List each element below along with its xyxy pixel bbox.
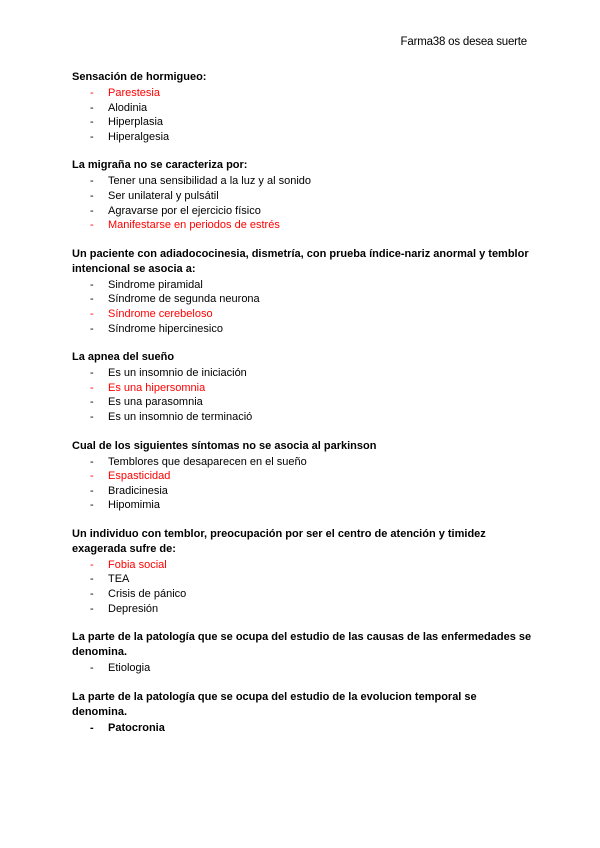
option-correct: - Parestesia [72,86,532,101]
option-list [72,86,532,144]
option-list [72,278,532,336]
option-list [72,721,532,736]
question-8 [72,690,532,736]
question-title: Sensación de hormigueo: [72,71,207,83]
option: - Etiologia [72,661,532,676]
option-list [72,455,532,513]
question-title: La parte de la patología que se ocupa del estudio de las causas de las enfermedades se denomina. [72,631,532,659]
option: - Depresión [72,602,532,617]
question-7 [72,630,532,676]
option-list [72,558,532,616]
option-correct: - Es una hipersomnia [72,381,532,396]
option: - Tener una sensibilidad a la luz y al sonido [72,174,532,189]
option: - Bradicinesia [72,484,532,499]
option-answer: - Patocronia [72,721,532,736]
question-3 [72,247,532,336]
question-1 [72,70,532,144]
option: - Es un insomnio de iniciación [72,366,532,381]
option-list [72,661,532,676]
option: - Agravarse por el ejercicio físico [72,204,532,219]
question-6 [72,527,532,616]
option: - Crisis de pánico [72,587,532,602]
question-5 [72,439,532,513]
option: - Síndrome de segunda neurona [72,292,532,307]
option-list [72,174,532,232]
question-4 [72,350,532,424]
option: - Alodinia [72,101,532,116]
option: - Ser unilateral y pulsátil [72,189,532,204]
option: - Hiperplasia [72,115,532,130]
option: - TEA [72,572,532,587]
option-correct: - Síndrome cerebeloso [72,307,532,322]
question-title: La apnea del sueño [72,351,175,364]
option-list [72,366,532,424]
question-2 [72,158,532,232]
question-title: Un paciente con adiadococinesia, dismetría, con prueba índice-nariz anormal y temblor intencional se asocia a: [72,247,529,275]
option: - Sindrome piramidal [72,278,532,293]
quiz-content [72,70,532,749]
question-title: Un individuo con temblor, preocupación por ser el centro de atención y timidez exagerada sufre de: [72,527,486,555]
option: - Es una parasomnia [72,395,532,410]
question-title: La migraña no se caracteriza por: [72,159,248,172]
option-correct: - Fobia social [72,558,532,573]
option-correct: - Manifestarse en periodos de estrés [72,218,532,233]
option: - Hipomimia [72,498,532,513]
option: - Temblores que desaparecen en el sueño [72,455,532,470]
question-title: Cual de los siguientes síntomas no se asocia al parkinson [72,439,377,452]
question-title: La parte de la patología que se ocupa del estudio de la evolucion temporal se denomina. [72,690,477,718]
option-correct: - Espasticidad [72,469,532,484]
option: - Síndrome hipercinesico [72,322,532,337]
option: - Es un insomnio de terminació [72,410,532,425]
option: - Hiperalgesia [72,130,532,145]
page-header: Farma38 os desea suerte [400,36,527,48]
